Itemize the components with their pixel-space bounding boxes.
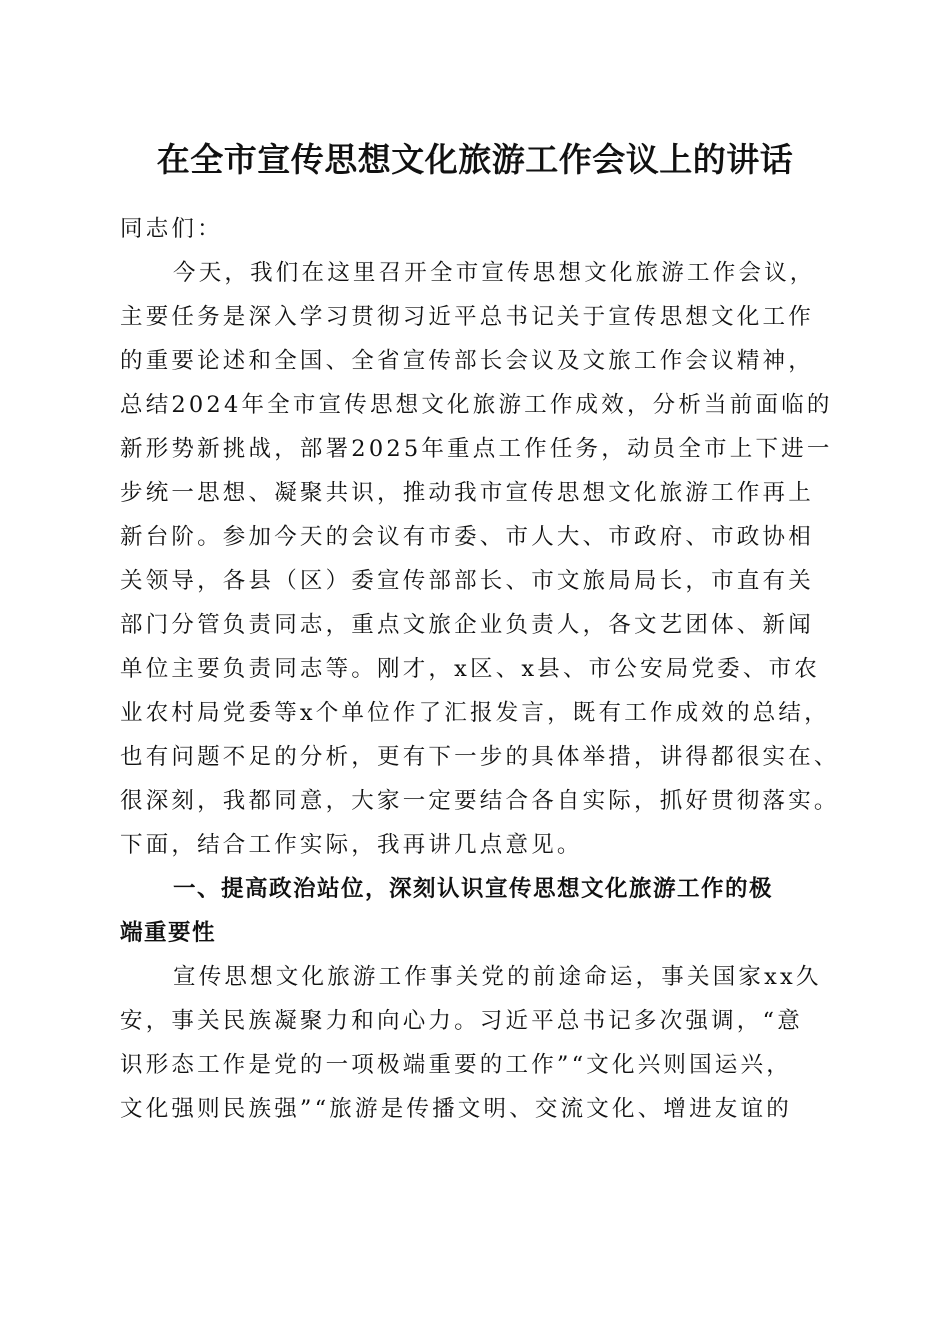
paragraph-line: 很深刻，我都同意，大家一定要结合各自实际，抓好贯彻落实。	[120, 788, 840, 814]
document-body	[120, 207, 840, 1131]
paragraph-line: 总结2024年全市宣传思想文化旅游工作成效，分析当前面临的	[120, 392, 833, 418]
heading-line: 一、提高政治站位，深刻认识宣传思想文化旅游工作的极	[173, 876, 774, 902]
paragraph-line: 步统一思想、凝聚共识，推动我市宣传思想文化旅游工作再上	[120, 480, 814, 506]
paragraph-line: 识形态工作是党的一项极端重要的工作”“文化兴则国运兴，	[120, 1052, 792, 1078]
paragraph-line: 文化强则民族强”“旅游是传播文明、交流文化、增进友谊的	[120, 1096, 792, 1122]
paragraph-line: 单位主要负责同志等。刚才，x区、x县、市公安局党委、市农	[120, 656, 820, 682]
paragraph-line: 关领导，各县（区）委宣传部部长、市文旅局局长，市直有关	[120, 568, 814, 594]
paragraph-line: 新形势新挑战，部署2025年重点工作任务，动员全市上下进一	[120, 436, 833, 462]
paragraph-line: 的重要论述和全国、全省宣传部长会议及文旅工作会议精神，	[120, 348, 814, 374]
paragraph-line: 今天，我们在这里召开全市宣传思想文化旅游工作会议，	[173, 260, 816, 286]
paragraph-line: 业农村局党委等x个单位作了汇报发言，既有工作成效的总结，	[120, 700, 830, 726]
paragraph-line: 新台阶。参加今天的会议有市委、市人大、市政府、市政协相	[120, 524, 814, 550]
paragraph-line: 部门分管负责同志，重点文旅企业负责人，各文艺团体、新闻	[120, 612, 814, 638]
salutation: 同志们：	[120, 216, 223, 242]
document-title: 在全市宣传思想文化旅游工作会议上的讲话	[156, 140, 794, 179]
paragraph-1	[120, 251, 840, 867]
heading-line: 端重要性	[120, 920, 217, 946]
paragraph-line: 安，事关民族凝聚力和向心力。习近平总书记多次强调，“意	[120, 1008, 803, 1034]
paragraph-2	[120, 955, 840, 1131]
paragraph-line: 主要任务是深入学习贯彻习近平总书记关于宣传思想文化工作	[120, 304, 814, 330]
section-heading-1	[120, 867, 840, 955]
paragraph-line: 也有问题不足的分析，更有下一步的具体举措，讲得都很实在、	[120, 744, 840, 770]
paragraph-line: 宣传思想文化旅游工作事关党的前途命运，事关国家xx久	[173, 964, 822, 990]
paragraph-line: 下面，结合工作实际，我再讲几点意见。	[120, 832, 583, 858]
